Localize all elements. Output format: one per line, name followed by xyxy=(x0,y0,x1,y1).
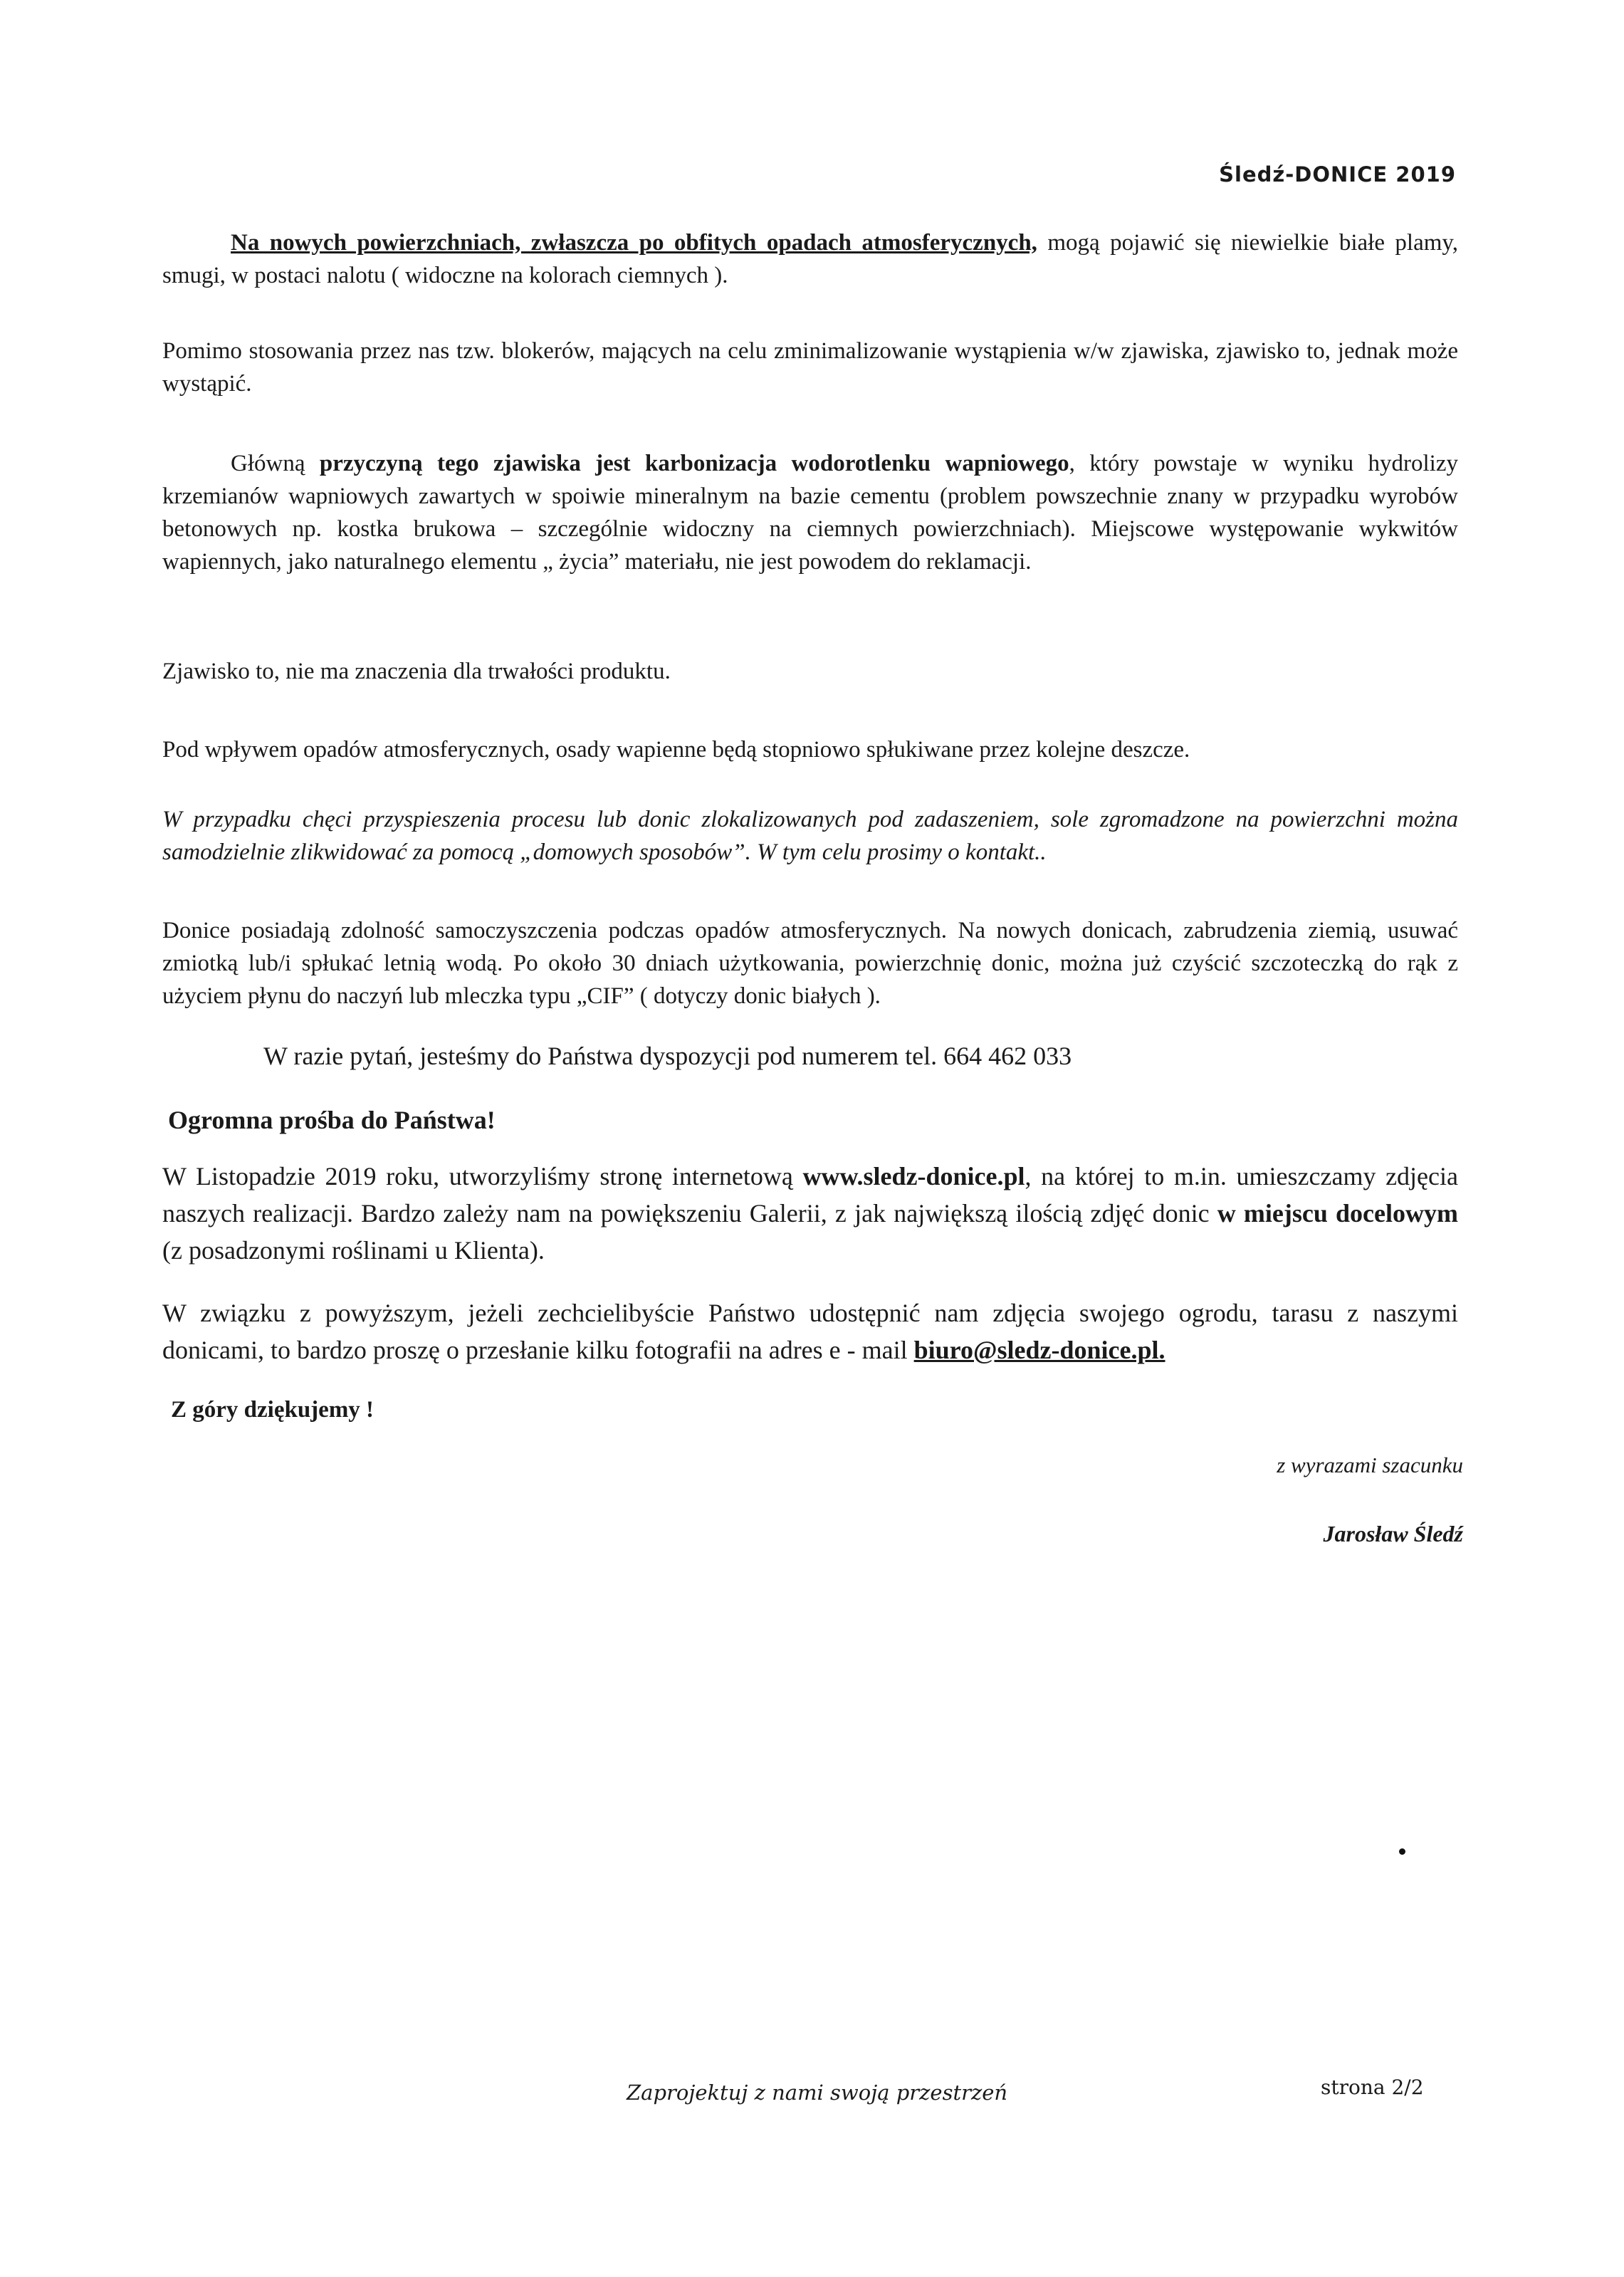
website-link[interactable]: www.sledz-donice.pl xyxy=(802,1162,1025,1190)
header-title: Śledź-DONICE 2019 xyxy=(1219,162,1456,187)
underlined-intro: Na nowych powierzchniach, zwłaszcza po obfitych opadach atmosferycznych, xyxy=(231,230,1037,256)
cause-post: , który powstaje w wyniku hydrolizy krzemianów wapniowych zawartych w spoiwie mineralnym na bazie cementu (problem powszechnie znany w przypadku wyrobów betonowych np. kostka brukowa – szczególnie widoczny na ciemnych powierzchniach). Miejscowe występowanie wykwitów wapiennych, jako naturalnego elementu „ życia” materiału, nie jest powodem do reklamacji. xyxy=(162,451,1458,575)
target-location-bold: w miejscu docelowym xyxy=(1217,1199,1458,1228)
cause-pre: Główną xyxy=(231,451,320,476)
paragraph-self-cleaning: Donice posiadają zdolność samoczyszczenia podczas opadów atmosferycznych. Na nowych donicach, zabrudzenia ziemią, usuwać zmiotką lub/i spłukać letnią wodą. Po około 30 dniach użytkowania, powierzchnię donic, można już czyścić szczoteczką do rąk z użyciem płynu do naczyń lub mleczka typu „CIF” ( dotyczy donic białych ). xyxy=(162,918,1458,1009)
paragraph-text: mogą pojawić się niewielkie białe plamy, smugi, w postaci nalotu ( widoczne na kolorach ciemnych ). xyxy=(162,230,1458,288)
paragraph-cause xyxy=(162,447,1458,578)
email-link[interactable]: biuro@sledz-donice.pl. xyxy=(913,1336,1165,1364)
paragraph-photos-request xyxy=(162,1294,1458,1368)
paragraph-website xyxy=(162,1158,1458,1269)
closing-thanks: Z góry dziękujemy ! xyxy=(171,1397,374,1423)
website-mid: , na której to m.in. umieszczamy zdjęcia naszych realizacji. Bardzo zależy nam na powiększeniu Galerii, z jak największą ilością zdjęć donic xyxy=(162,1162,1458,1228)
footer-slogan: Zaprojektuj z nami swoją przestrzeń xyxy=(627,2080,1008,2105)
paragraph-new-surfaces xyxy=(162,226,1458,292)
paragraph-home-methods: W przypadku chęci przyspieszenia procesu lub donic zlokalizowanych pod zadaszeniem, sole zgromadzone na powierzchni można samodzielnie zlikwidować za pomocą „domowych sposobów”. W tym celu prosimy o kontakt.. xyxy=(162,807,1458,865)
scan-dot xyxy=(1399,1848,1405,1855)
photos-pre: W związku z powyższym, jeżeli zechcielibyście Państwo udostępnić nam zdjęcia swojego ogrodu, tarasu z naszymi donicami, to bardzo proszę o przesłanie kilku fotografii na adres e - mail xyxy=(162,1299,1458,1364)
request-heading: Ogromna prośba do Państwa! xyxy=(168,1106,496,1134)
paragraph-blockers: Pomimo stosowania przez nas tzw. blokerów, mających na celu zminimalizowanie wystąpienia w/w zjawiska, zjawisko to, jednak może wystąpić. xyxy=(162,338,1458,397)
contact-line: W razie pytań, jesteśmy do Państwa dyspozycji pod numerem tel. 664 462 033 xyxy=(263,1042,1072,1070)
paragraph-rain: Pod wpływem opadów atmosferycznych, osady wapienne będą stopniowo spłukiwane przez kolejne deszcze. xyxy=(162,737,1190,763)
cause-bold: przyczyną tego zjawiska jest karbonizacja wodorotlenku wapniowego xyxy=(319,451,1069,476)
website-post: (z posadzonymi roślinami u Klienta). xyxy=(162,1236,545,1265)
regards-text: z wyrazami szacunku xyxy=(1277,1452,1463,1477)
signature-name: Jarosław Śledź xyxy=(1323,1521,1463,1546)
paragraph-durability: Zjawisko to, nie ma znaczenia dla trwałości produktu. xyxy=(162,659,671,684)
website-pre: W Listopadzie 2019 roku, utworzyliśmy stronę internetową xyxy=(162,1162,803,1190)
footer-page-number: strona 2/2 xyxy=(1321,2076,1424,2099)
